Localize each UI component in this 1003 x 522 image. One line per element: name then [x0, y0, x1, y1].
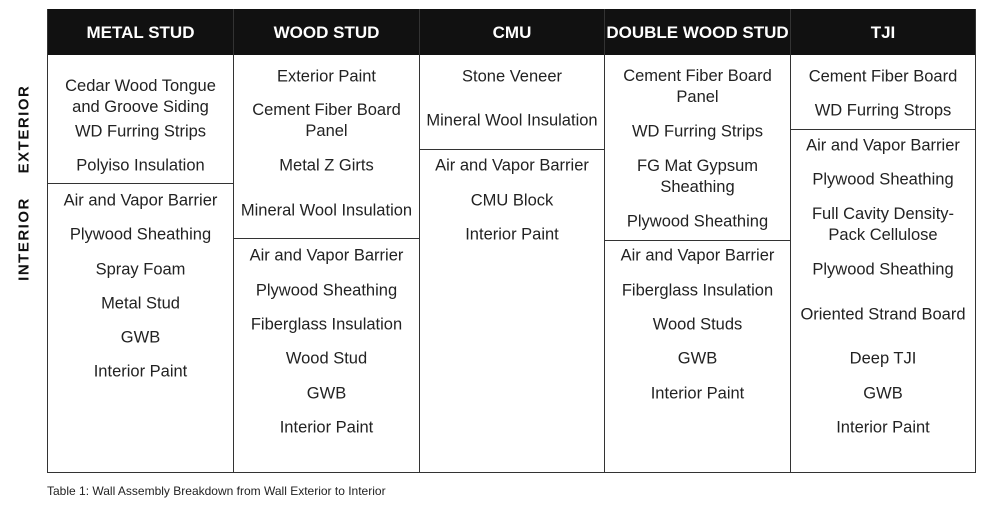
layer-item: Stone Veneer: [462, 67, 562, 86]
layer-item: WD Furring Strips: [631, 122, 764, 141]
layer-item: Cement Fiber Board: [808, 67, 958, 86]
layer-item: Interior Paint: [465, 225, 559, 244]
layer-item: Oriented Strand Board: [800, 305, 966, 324]
layer-item: FG Mat Gypsum Sheathing: [636, 157, 759, 196]
column-body: [420, 55, 604, 473]
column-wood-stud: [234, 9, 420, 473]
column-cmu: [420, 9, 605, 473]
layer-item: GWB: [306, 384, 347, 403]
column-body: [48, 55, 233, 473]
column-header: METAL STUD: [48, 9, 233, 55]
layer-item: Full Cavity Density-Pack Cellulose: [811, 205, 955, 244]
layer-item: Fiberglass Insulation: [621, 281, 774, 300]
exterior-interior-divider: [605, 240, 790, 241]
layer-item: Fiberglass Insulation: [250, 315, 403, 334]
layer-item: Mineral Wool Insulation: [426, 111, 598, 130]
exterior-interior-divider: [791, 129, 975, 130]
layer-item: Polyiso Insulation: [76, 156, 205, 175]
column-tji: [791, 9, 976, 473]
layer-item: Air and Vapor Barrier: [63, 191, 218, 210]
layer-item: Air and Vapor Barrier: [435, 156, 589, 175]
layer-item: Plywood Sheathing: [626, 212, 769, 231]
layer-item: Plywood Sheathing: [69, 225, 212, 244]
layer-item: Cement Fiber Board Panel: [623, 67, 772, 106]
layer-item: Interior Paint: [836, 418, 930, 437]
layer-item: Plywood Sheathing: [812, 170, 954, 189]
layer-item: GWB: [677, 349, 718, 368]
layer-item: Deep TJI: [849, 349, 917, 368]
column-double-wood-stud: [605, 9, 791, 473]
layer-item: Plywood Sheathing: [255, 281, 398, 300]
layer-item: Mineral Wool Insulation: [240, 201, 413, 220]
layer-item: CMU Block: [470, 191, 554, 210]
layer-item: Spray Foam: [95, 260, 186, 279]
layer-item: Wood Studs: [652, 315, 743, 334]
layer-item: GWB: [863, 384, 903, 403]
column-header: TJI: [791, 9, 975, 55]
layer-item: Air and Vapor Barrier: [249, 246, 404, 265]
layer-item: WD Furring Strips: [74, 122, 207, 141]
layer-item: Metal Stud: [101, 294, 180, 313]
column-header: DOUBLE WOOD STUD: [605, 9, 790, 55]
layer-item: Interior Paint: [279, 418, 374, 437]
layer-item: GWB: [120, 328, 161, 347]
layer-item: Metal Z Girts: [279, 156, 374, 175]
layer-item: Cedar Wood Tongue and Groove Siding: [65, 77, 216, 116]
layer-item: WD Furring Strops: [814, 101, 952, 120]
layer-item: Interior Paint: [93, 362, 188, 381]
side-labels: EXTERIOR INTERIOR: [15, 84, 33, 281]
exterior-interior-divider: [234, 238, 419, 239]
table-caption: Table 1: Wall Assembly Breakdown from Wall Exterior to Interior: [47, 484, 386, 498]
layer-item: Air and Vapor Barrier: [620, 246, 775, 265]
wall-assembly-table: [47, 9, 976, 473]
exterior-interior-divider: [48, 183, 233, 184]
column-body: [791, 55, 975, 473]
column-metal-stud: [47, 9, 234, 473]
layer-item: Plywood Sheathing: [812, 260, 954, 279]
layer-item: Wood Stud: [285, 349, 368, 368]
layer-item: Interior Paint: [650, 384, 745, 403]
layer-item: Cement Fiber Board Panel: [252, 101, 401, 140]
column-header: WOOD STUD: [234, 9, 419, 55]
column-header: CMU: [420, 9, 604, 55]
column-body: [605, 55, 790, 473]
exterior-interior-divider: [420, 149, 604, 150]
layer-item: Air and Vapor Barrier: [806, 136, 960, 155]
layer-item: Exterior Paint: [276, 67, 377, 86]
column-body: [234, 55, 419, 473]
